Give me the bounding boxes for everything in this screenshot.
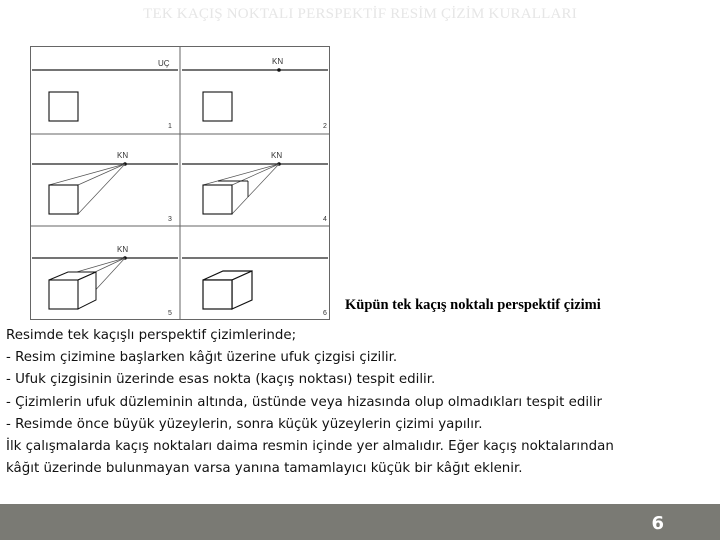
panel-label: UÇ bbox=[158, 59, 170, 68]
text-line: - Resimde önce büyük yüzeylerin, sonra küçük yüzeylerin çizimi yapılır. bbox=[6, 416, 483, 432]
panel-label: KN bbox=[117, 245, 129, 254]
vanishing-point bbox=[277, 68, 281, 72]
panel-number: 6 bbox=[323, 310, 327, 317]
figure-caption: Küpün tek kaçış noktalı perspektif çizimi bbox=[345, 297, 601, 313]
panel-label: KN bbox=[271, 151, 283, 160]
panel-number: 2 bbox=[323, 123, 327, 130]
panel-number: 5 bbox=[168, 310, 172, 317]
panel-number: 1 bbox=[168, 123, 172, 130]
text-line: kâğıt üzerinde bulunmayan varsa yanına tamamlayıcı küçük bir kâğıt eklenir. bbox=[6, 461, 523, 477]
text-line: - Resim çizimine başlarken kâğıt üzerine ufuk çizgisi çizilir. bbox=[6, 350, 398, 366]
panel-number: 4 bbox=[323, 216, 327, 223]
perspective-steps-diagram bbox=[30, 46, 330, 320]
text-line: - Ufuk çizgisinin üzerinde esas nokta (kaçış noktası) tespit edilir. bbox=[6, 372, 436, 388]
panel-number: 3 bbox=[168, 216, 172, 223]
rules-text bbox=[6, 325, 716, 480]
slide-title: TEK KAÇIŞ NOKTALI PERSPEKTİF RESİM ÇİZİM KURALLARI bbox=[143, 6, 577, 22]
panel-label: KN bbox=[117, 151, 129, 160]
footer-bar bbox=[0, 504, 720, 540]
panel-label: KN bbox=[272, 57, 284, 66]
text-line: Resimde tek kaçışlı perspektif çizimlerinde; bbox=[6, 328, 297, 343]
cube-perspective-figure bbox=[30, 46, 330, 320]
text-line: İlk çalışmalarda kaçış noktaları daima resmin içinde yer almalıdır. Eğer kaçış noktalarından bbox=[6, 439, 614, 455]
cube-final bbox=[203, 271, 252, 309]
text-line: - Çizimlerin ufuk düzleminin altında, üstünde veya hizasında olup olmadıkları tespit edilir bbox=[6, 394, 602, 410]
page-number: 6 bbox=[651, 513, 664, 534]
